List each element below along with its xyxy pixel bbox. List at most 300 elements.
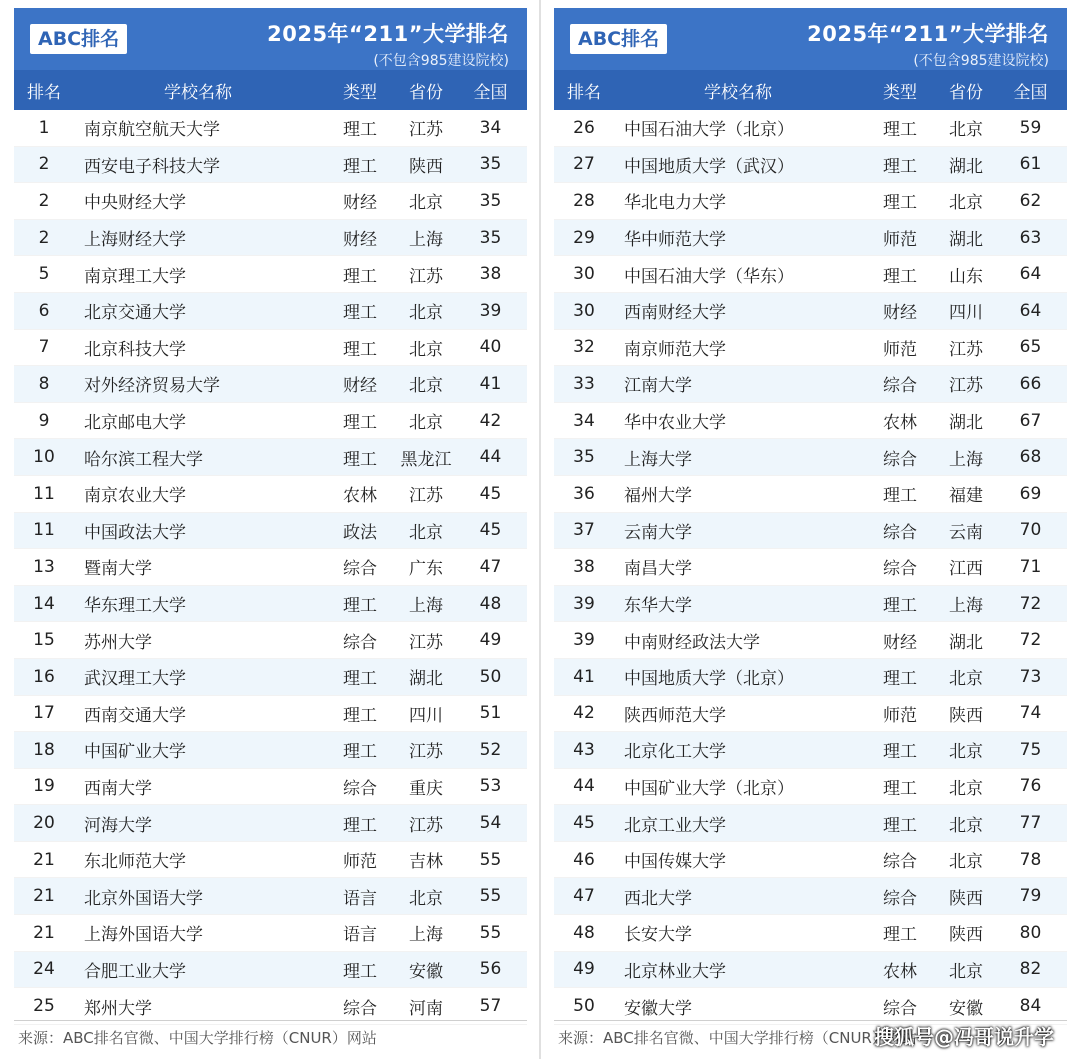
national-rank-cell: 67 xyxy=(1019,410,1042,431)
province-cell: 江苏 xyxy=(409,486,443,507)
rank-cell: 25 xyxy=(33,996,55,1017)
rank-cell: 18 xyxy=(33,739,55,760)
type-cell: 综合 xyxy=(883,998,917,1019)
type-cell: 理工 xyxy=(883,266,917,287)
type-cell: 理工 xyxy=(343,303,377,324)
panel-divider xyxy=(539,0,541,1059)
rank-cell: 39 xyxy=(573,630,595,651)
province-cell: 北京 xyxy=(949,778,983,799)
type-cell: 综合 xyxy=(883,449,917,470)
national-rank-cell: 63 xyxy=(1019,227,1042,248)
table-row xyxy=(14,110,527,147)
rank-cell: 11 xyxy=(33,483,55,504)
rank-cell: 27 xyxy=(573,154,595,175)
table-row xyxy=(14,696,527,733)
national-rank-cell: 55 xyxy=(479,886,502,907)
page-title: 2025年“211”大学排名 xyxy=(807,22,1049,46)
type-cell: 农林 xyxy=(343,486,377,507)
type-cell: 财经 xyxy=(343,193,377,214)
column-header-rank: 排名 xyxy=(27,82,61,103)
table-row xyxy=(14,878,527,915)
national-rank-cell: 51 xyxy=(479,703,502,724)
page-title: 2025年“211”大学排名 xyxy=(267,22,509,46)
province-cell: 陕西 xyxy=(409,156,443,177)
rank-cell: 38 xyxy=(573,556,595,577)
national-rank-cell: 35 xyxy=(479,227,502,248)
school-name-cell: 上海大学 xyxy=(624,449,692,470)
province-cell: 山东 xyxy=(949,266,983,287)
type-cell: 政法 xyxy=(343,522,377,543)
type-cell: 师范 xyxy=(883,230,917,251)
province-cell: 河南 xyxy=(409,998,443,1019)
rank-cell: 1 xyxy=(38,117,50,138)
type-cell: 理工 xyxy=(343,961,377,982)
province-cell: 北京 xyxy=(949,815,983,836)
province-cell: 上海 xyxy=(409,925,443,946)
province-cell: 四川 xyxy=(949,303,983,324)
national-rank-cell: 39 xyxy=(479,300,502,321)
school-name-cell: 中国地质大学（武汉） xyxy=(624,156,794,177)
province-cell: 北京 xyxy=(409,522,443,543)
province-cell: 湖北 xyxy=(949,632,983,653)
province-cell: 北京 xyxy=(409,413,443,434)
school-name-cell: 郑州大学 xyxy=(84,998,152,1019)
table-body xyxy=(554,110,1067,1025)
national-rank-cell: 44 xyxy=(479,447,502,468)
school-name-cell: 华中农业大学 xyxy=(624,413,726,434)
table-row xyxy=(554,586,1067,623)
school-name-cell: 中国传媒大学 xyxy=(624,852,726,873)
table-row xyxy=(14,732,527,769)
table-row xyxy=(14,220,527,257)
school-name-cell: 江南大学 xyxy=(624,376,692,397)
rank-cell: 39 xyxy=(573,593,595,614)
school-name-cell: 北京外国语大学 xyxy=(84,888,203,909)
national-rank-cell: 72 xyxy=(1019,630,1042,651)
type-cell: 综合 xyxy=(343,998,377,1019)
school-name-cell: 西南大学 xyxy=(84,778,152,799)
province-cell: 广东 xyxy=(409,559,443,580)
province-cell: 北京 xyxy=(949,193,983,214)
national-rank-cell: 73 xyxy=(1019,666,1042,687)
source-note: 来源：ABC排名官微、中国大学排行榜（CNUR）网站 xyxy=(14,1020,527,1054)
column-header-national: 全国 xyxy=(1013,82,1048,103)
rank-cell: 48 xyxy=(573,922,595,943)
column-header-province: 省份 xyxy=(409,82,443,103)
province-cell: 上海 xyxy=(409,596,443,617)
rank-cell: 21 xyxy=(33,886,55,907)
national-rank-cell: 55 xyxy=(479,922,502,943)
rank-cell: 13 xyxy=(33,556,55,577)
province-cell: 北京 xyxy=(949,961,983,982)
school-name-cell: 南京航空航天大学 xyxy=(84,120,220,141)
province-cell: 安徽 xyxy=(949,998,983,1019)
rank-cell: 29 xyxy=(573,227,595,248)
rank-cell: 16 xyxy=(33,666,55,687)
rank-cell: 17 xyxy=(33,703,55,724)
table-header xyxy=(554,70,1067,110)
national-rank-cell: 75 xyxy=(1019,739,1042,760)
province-cell: 四川 xyxy=(409,705,443,726)
type-cell: 理工 xyxy=(883,156,917,177)
type-cell: 理工 xyxy=(883,486,917,507)
school-name-cell: 北京化工大学 xyxy=(624,742,726,763)
rank-cell: 47 xyxy=(573,886,595,907)
rank-cell: 15 xyxy=(33,630,55,651)
source-note: 来源：ABC排名官微、中国大学排行榜（CNUR）网站 xyxy=(554,1020,1067,1054)
school-name-cell: 西北大学 xyxy=(624,888,692,909)
table-row xyxy=(554,513,1067,550)
national-rank-cell: 62 xyxy=(1019,190,1042,211)
school-name-cell: 华中师范大学 xyxy=(624,230,726,251)
rank-cell: 2 xyxy=(38,227,50,248)
province-cell: 重庆 xyxy=(409,778,443,799)
rank-cell: 33 xyxy=(573,373,595,394)
type-cell: 财经 xyxy=(883,632,917,653)
column-header-national: 全国 xyxy=(473,82,508,103)
national-rank-cell: 52 xyxy=(479,739,502,760)
rank-cell: 21 xyxy=(33,849,55,870)
national-rank-cell: 76 xyxy=(1019,776,1042,797)
table-row xyxy=(554,403,1067,440)
province-cell: 湖北 xyxy=(409,669,443,690)
province-cell: 上海 xyxy=(949,596,983,617)
column-header-name: 学校名称 xyxy=(164,82,232,103)
type-cell: 师范 xyxy=(343,852,377,873)
national-rank-cell: 49 xyxy=(479,630,502,651)
national-rank-cell: 38 xyxy=(479,264,502,285)
type-cell: 理工 xyxy=(883,120,917,141)
type-cell: 理工 xyxy=(343,413,377,434)
table-row xyxy=(14,403,527,440)
column-header-rank: 排名 xyxy=(567,82,601,103)
province-cell: 北京 xyxy=(409,888,443,909)
province-cell: 湖北 xyxy=(949,413,983,434)
type-cell: 农林 xyxy=(883,413,917,434)
type-cell: 综合 xyxy=(343,632,377,653)
table-row xyxy=(554,915,1067,952)
school-name-cell: 河海大学 xyxy=(84,815,152,836)
school-name-cell: 云南大学 xyxy=(624,522,692,543)
type-cell: 财经 xyxy=(883,303,917,324)
table-row xyxy=(554,696,1067,733)
type-cell: 综合 xyxy=(343,559,377,580)
type-cell: 理工 xyxy=(883,778,917,799)
province-cell: 北京 xyxy=(949,669,983,690)
ranking-panel-right xyxy=(554,8,1067,1025)
ranking-panel-left xyxy=(14,8,527,1025)
province-cell: 北京 xyxy=(409,339,443,360)
type-cell: 综合 xyxy=(883,376,917,397)
rank-cell: 37 xyxy=(573,520,595,541)
table-row xyxy=(14,256,527,293)
rank-cell: 28 xyxy=(573,190,595,211)
table-row xyxy=(554,842,1067,879)
province-cell: 江苏 xyxy=(409,815,443,836)
type-cell: 理工 xyxy=(883,925,917,946)
type-cell: 语言 xyxy=(343,925,377,946)
table-row xyxy=(554,293,1067,330)
rank-cell: 14 xyxy=(33,593,55,614)
table-row xyxy=(554,952,1067,989)
school-name-cell: 南京农业大学 xyxy=(84,486,186,507)
type-cell: 理工 xyxy=(343,705,377,726)
national-rank-cell: 41 xyxy=(479,373,502,394)
table-row xyxy=(14,476,527,513)
province-cell: 北京 xyxy=(949,742,983,763)
province-cell: 吉林 xyxy=(409,852,443,873)
rank-cell: 46 xyxy=(573,849,595,870)
column-header-type: 类型 xyxy=(343,82,377,103)
school-name-cell: 中南财经政法大学 xyxy=(624,632,760,653)
province-cell: 江苏 xyxy=(409,742,443,763)
table-row xyxy=(14,183,527,220)
school-name-cell: 中央财经大学 xyxy=(84,193,186,214)
school-name-cell: 北京工业大学 xyxy=(624,815,726,836)
type-cell: 理工 xyxy=(343,815,377,836)
school-name-cell: 上海外国语大学 xyxy=(84,925,203,946)
rank-cell: 10 xyxy=(33,447,55,468)
national-rank-cell: 61 xyxy=(1019,154,1042,175)
school-name-cell: 苏州大学 xyxy=(84,632,152,653)
rank-cell: 2 xyxy=(38,154,50,175)
province-cell: 江西 xyxy=(949,559,983,580)
table-row xyxy=(554,220,1067,257)
national-rank-cell: 34 xyxy=(479,117,502,138)
national-rank-cell: 35 xyxy=(479,190,502,211)
province-cell: 陕西 xyxy=(949,888,983,909)
province-cell: 北京 xyxy=(409,193,443,214)
national-rank-cell: 80 xyxy=(1019,922,1042,943)
province-cell: 北京 xyxy=(409,303,443,324)
type-cell: 综合 xyxy=(883,559,917,580)
type-cell: 理工 xyxy=(883,193,917,214)
table-row xyxy=(554,110,1067,147)
national-rank-cell: 64 xyxy=(1019,264,1042,285)
type-cell: 语言 xyxy=(343,888,377,909)
table-row xyxy=(14,147,527,184)
national-rank-cell: 78 xyxy=(1019,849,1042,870)
rank-cell: 2 xyxy=(38,190,50,211)
table-row xyxy=(14,330,527,367)
table-row xyxy=(554,549,1067,586)
national-rank-cell: 55 xyxy=(479,849,502,870)
type-cell: 理工 xyxy=(883,596,917,617)
rank-cell: 50 xyxy=(573,996,595,1017)
national-rank-cell: 50 xyxy=(479,666,502,687)
province-cell: 湖北 xyxy=(949,156,983,177)
type-cell: 理工 xyxy=(343,669,377,690)
table-row xyxy=(554,476,1067,513)
table-row xyxy=(14,842,527,879)
table-row xyxy=(14,366,527,403)
national-rank-cell: 59 xyxy=(1019,117,1042,138)
table-row xyxy=(14,659,527,696)
table-body xyxy=(14,110,527,1025)
school-name-cell: 西安电子科技大学 xyxy=(84,156,220,177)
rank-cell: 20 xyxy=(33,813,55,834)
table-row xyxy=(14,439,527,476)
brand-logo: ABC排名 xyxy=(570,24,667,54)
type-cell: 理工 xyxy=(883,815,917,836)
national-rank-cell: 72 xyxy=(1019,593,1042,614)
table-header xyxy=(14,70,527,110)
school-name-cell: 北京林业大学 xyxy=(624,961,726,982)
province-cell: 陕西 xyxy=(949,705,983,726)
rank-cell: 19 xyxy=(33,776,55,797)
type-cell: 财经 xyxy=(343,230,377,251)
table-row xyxy=(554,147,1067,184)
table-row xyxy=(554,256,1067,293)
school-name-cell: 福州大学 xyxy=(624,486,692,507)
national-rank-cell: 47 xyxy=(479,556,502,577)
national-rank-cell: 68 xyxy=(1019,447,1042,468)
national-rank-cell: 64 xyxy=(1019,300,1042,321)
table-row xyxy=(554,366,1067,403)
province-cell: 江苏 xyxy=(949,339,983,360)
column-header-type: 类型 xyxy=(883,82,917,103)
panel-header xyxy=(14,8,527,70)
type-cell: 理工 xyxy=(343,266,377,287)
province-cell: 陕西 xyxy=(949,925,983,946)
type-cell: 理工 xyxy=(343,120,377,141)
province-cell: 江苏 xyxy=(409,266,443,287)
table-row xyxy=(14,805,527,842)
national-rank-cell: 66 xyxy=(1019,373,1042,394)
national-rank-cell: 45 xyxy=(479,483,502,504)
national-rank-cell: 70 xyxy=(1019,520,1042,541)
national-rank-cell: 42 xyxy=(479,410,502,431)
type-cell: 师范 xyxy=(883,339,917,360)
province-cell: 湖北 xyxy=(949,230,983,251)
rank-cell: 7 xyxy=(38,337,50,358)
table-row xyxy=(554,439,1067,476)
national-rank-cell: 74 xyxy=(1019,703,1042,724)
type-cell: 理工 xyxy=(343,156,377,177)
rank-cell: 5 xyxy=(38,264,50,285)
type-cell: 理工 xyxy=(343,742,377,763)
province-cell: 江苏 xyxy=(409,632,443,653)
school-name-cell: 南京理工大学 xyxy=(84,266,186,287)
type-cell: 财经 xyxy=(343,376,377,397)
type-cell: 理工 xyxy=(883,669,917,690)
table-row xyxy=(554,183,1067,220)
table-row xyxy=(554,659,1067,696)
province-cell: 福建 xyxy=(949,486,983,507)
page-subtitle: (不包含985建设院校) xyxy=(913,53,1049,69)
school-name-cell: 南京师范大学 xyxy=(624,339,726,360)
type-cell: 综合 xyxy=(883,852,917,873)
column-header-province: 省份 xyxy=(949,82,983,103)
table-row xyxy=(14,915,527,952)
school-name-cell: 南昌大学 xyxy=(624,559,692,580)
school-name-cell: 华北电力大学 xyxy=(624,193,726,214)
national-rank-cell: 54 xyxy=(479,813,502,834)
type-cell: 综合 xyxy=(883,888,917,909)
rank-cell: 42 xyxy=(573,703,595,724)
province-cell: 北京 xyxy=(409,376,443,397)
school-name-cell: 哈尔滨工程大学 xyxy=(84,449,203,470)
table-row xyxy=(14,586,527,623)
watermark: 搜狐号@冯哥说升学 xyxy=(874,1025,1054,1049)
type-cell: 综合 xyxy=(883,522,917,543)
national-rank-cell: 48 xyxy=(479,593,502,614)
school-name-cell: 中国矿业大学（北京） xyxy=(624,778,794,799)
school-name-cell: 陕西师范大学 xyxy=(624,705,726,726)
table-row xyxy=(554,330,1067,367)
rank-cell: 6 xyxy=(38,300,50,321)
province-cell: 云南 xyxy=(949,522,983,543)
column-header-name: 学校名称 xyxy=(704,82,772,103)
school-name-cell: 西南财经大学 xyxy=(624,303,726,324)
rank-cell: 26 xyxy=(573,117,595,138)
type-cell: 师范 xyxy=(883,705,917,726)
school-name-cell: 武汉理工大学 xyxy=(84,669,186,690)
type-cell: 理工 xyxy=(883,742,917,763)
national-rank-cell: 40 xyxy=(479,337,502,358)
national-rank-cell: 82 xyxy=(1019,959,1042,980)
rank-cell: 43 xyxy=(573,739,595,760)
table-row xyxy=(554,622,1067,659)
national-rank-cell: 79 xyxy=(1019,886,1042,907)
school-name-cell: 合肥工业大学 xyxy=(84,961,186,982)
national-rank-cell: 53 xyxy=(479,776,502,797)
school-name-cell: 西南交通大学 xyxy=(84,705,186,726)
table-row xyxy=(554,732,1067,769)
rank-cell: 21 xyxy=(33,922,55,943)
province-cell: 北京 xyxy=(949,852,983,873)
national-rank-cell: 84 xyxy=(1019,996,1042,1017)
school-name-cell: 东华大学 xyxy=(624,596,692,617)
page-subtitle: (不包含985建设院校) xyxy=(373,53,509,69)
rank-cell: 44 xyxy=(573,776,595,797)
panel-header xyxy=(554,8,1067,70)
school-name-cell: 上海财经大学 xyxy=(84,230,186,251)
national-rank-cell: 65 xyxy=(1019,337,1042,358)
province-cell: 上海 xyxy=(409,230,443,251)
school-name-cell: 对外经济贸易大学 xyxy=(84,376,220,397)
province-cell: 江苏 xyxy=(409,120,443,141)
table-row xyxy=(554,878,1067,915)
rank-cell: 11 xyxy=(33,520,55,541)
rank-cell: 36 xyxy=(573,483,595,504)
rank-cell: 8 xyxy=(38,373,50,394)
school-name-cell: 东北师范大学 xyxy=(84,852,186,873)
type-cell: 农林 xyxy=(883,961,917,982)
table-row xyxy=(14,293,527,330)
type-cell: 理工 xyxy=(343,449,377,470)
rank-cell: 30 xyxy=(573,264,595,285)
rank-cell: 34 xyxy=(573,410,595,431)
national-rank-cell: 69 xyxy=(1019,483,1042,504)
province-cell: 上海 xyxy=(949,449,983,470)
table-row xyxy=(14,952,527,989)
school-name-cell: 中国地质大学（北京） xyxy=(624,669,794,690)
national-rank-cell: 77 xyxy=(1019,813,1042,834)
school-name-cell: 中国石油大学（北京） xyxy=(624,120,794,141)
rank-cell: 49 xyxy=(573,959,595,980)
school-name-cell: 北京科技大学 xyxy=(84,339,186,360)
school-name-cell: 北京交通大学 xyxy=(84,303,186,324)
table-row xyxy=(14,769,527,806)
province-cell: 安徽 xyxy=(409,961,443,982)
rank-cell: 35 xyxy=(573,447,595,468)
national-rank-cell: 56 xyxy=(479,959,502,980)
school-name-cell: 长安大学 xyxy=(624,925,692,946)
rank-cell: 30 xyxy=(573,300,595,321)
school-name-cell: 暨南大学 xyxy=(84,559,152,580)
table-row xyxy=(14,513,527,550)
